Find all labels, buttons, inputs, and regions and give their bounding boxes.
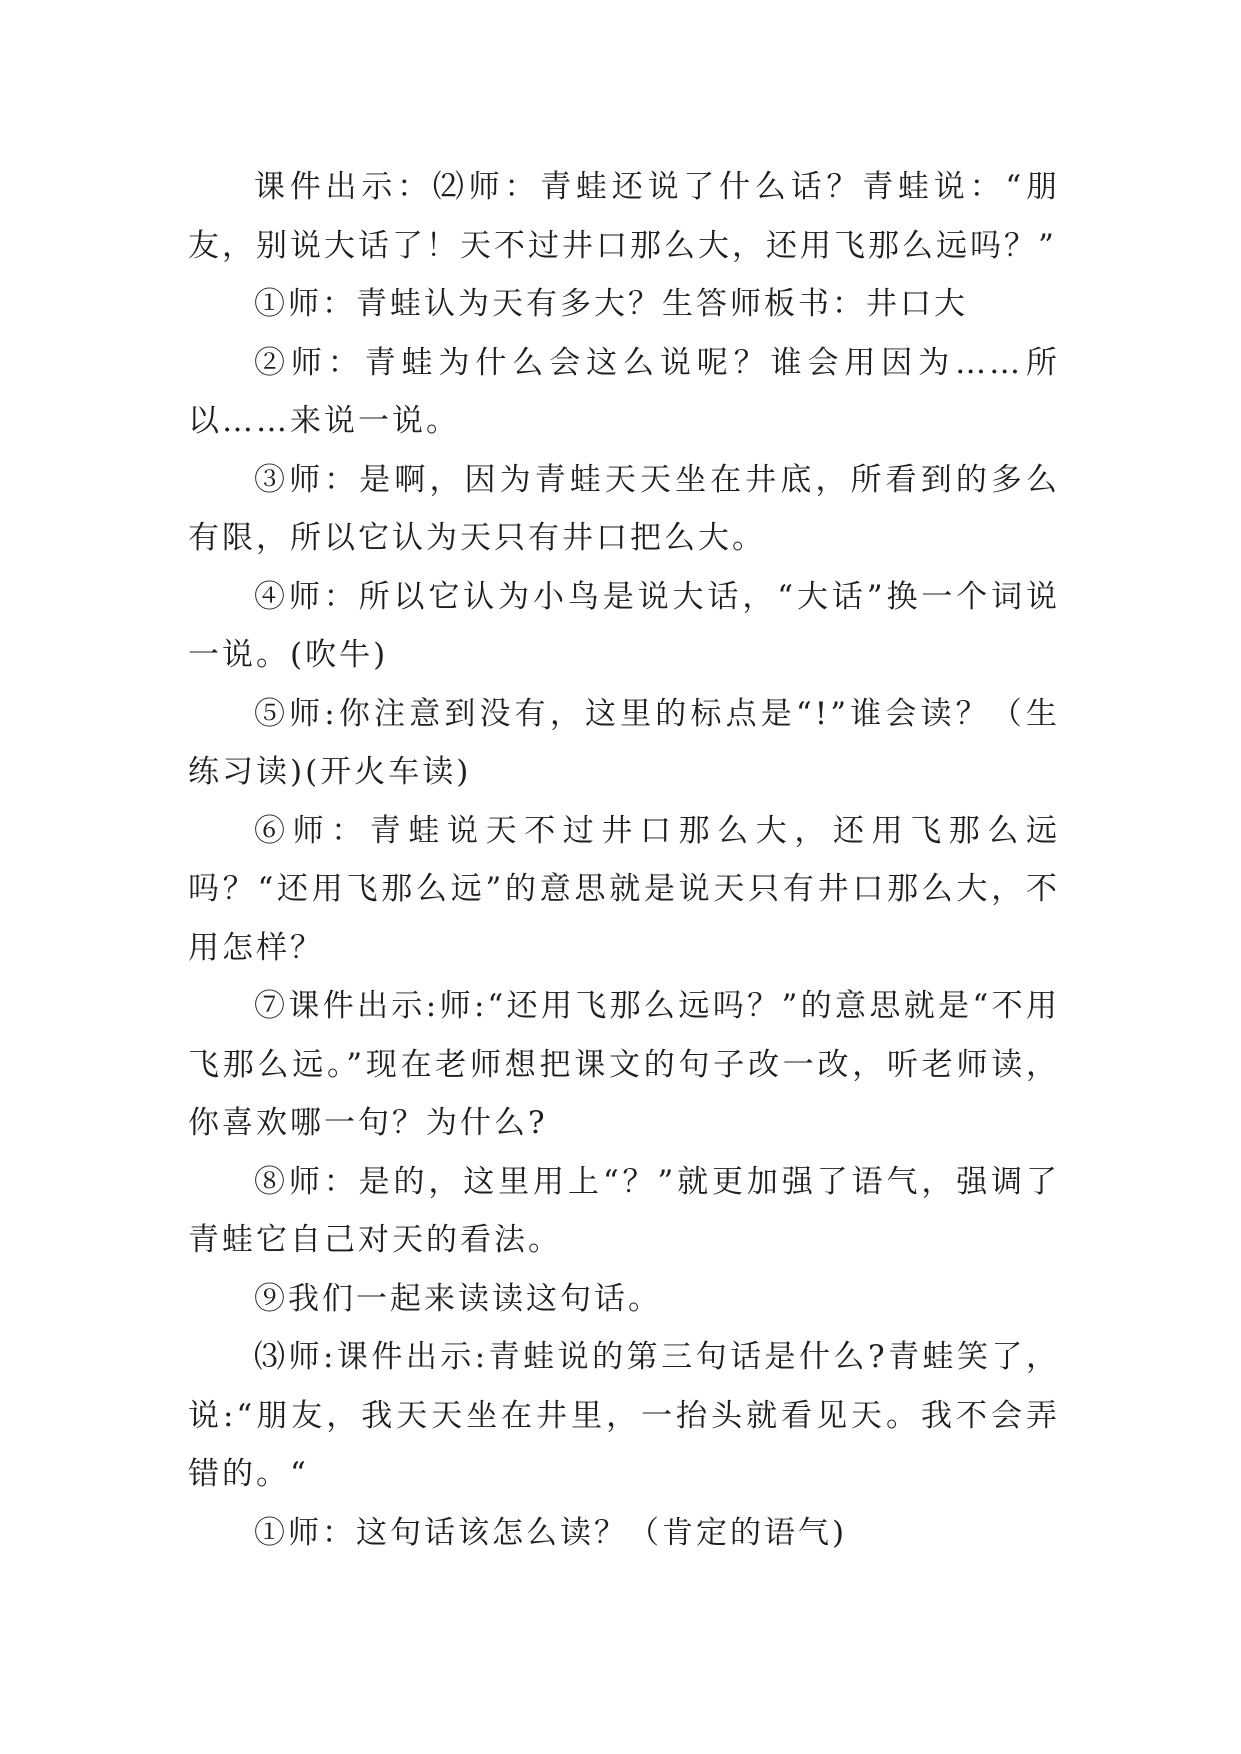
paragraph-step-6: ⑥师：青蛙说天不过井口那么大，还用飞那么远吗？“还用飞那么远”的意思就是说天只有井口那么大，不用怎样？ bbox=[188, 812, 1060, 966]
paragraph-step-1-b: ①师：这句话该怎么读？（肯定的语气) bbox=[254, 1514, 848, 1551]
paragraph-courseware-2: 课件出示：⑵师：青蛙还说了什么话？青蛙说：“朋友，别说大话了！天不过井口那么大，还用飞那么远吗？” bbox=[188, 169, 1060, 264]
paragraph-step-1: ①师：青蛙认为天有多大？生答师板书：井口大 bbox=[254, 286, 968, 322]
document-body bbox=[188, 158, 1060, 1562]
paragraph-courseware-3: ⑶师:课件出示:青蛙说的第三句话是什么?青蛙笑了，说:“朋友，我天天坐在井里，一抬头就看见天。我不会弄错的。“ bbox=[188, 1339, 1060, 1492]
paragraph-step-7: ⑦课件出示:师:“还用飞那么远吗？”的意思就是“不用飞那么远。”现在老师想把课文的句子改一改，听老师读，你喜欢哪一句？为什么? bbox=[188, 988, 1060, 1141]
paragraph-step-9: ⑨我们一起来读读这句话。 bbox=[254, 1280, 662, 1317]
paragraph-step-4: ④师：所以它认为小鸟是说大话，“大话”换一个词说一说。(吹牛) bbox=[188, 578, 1060, 673]
paragraph-step-3: ③师：是啊，因为青蛙天天坐在井底，所看到的多么有限，所以它认为天只有井口把么大。 bbox=[188, 461, 1060, 556]
paragraph-step-8: ⑧师：是的，这里用上“？”就更加强了语气，强调了青蛙它自己对天的看法。 bbox=[188, 1163, 1060, 1258]
paragraph-step-2: ②师：青蛙为什么会这么说呢？谁会用因为……所以……来说一说。 bbox=[188, 344, 1060, 439]
paragraph-step-5: ⑤师:你注意到没有，这里的标点是“!”谁会读？（生练习读)(开火车读) bbox=[188, 695, 1060, 790]
